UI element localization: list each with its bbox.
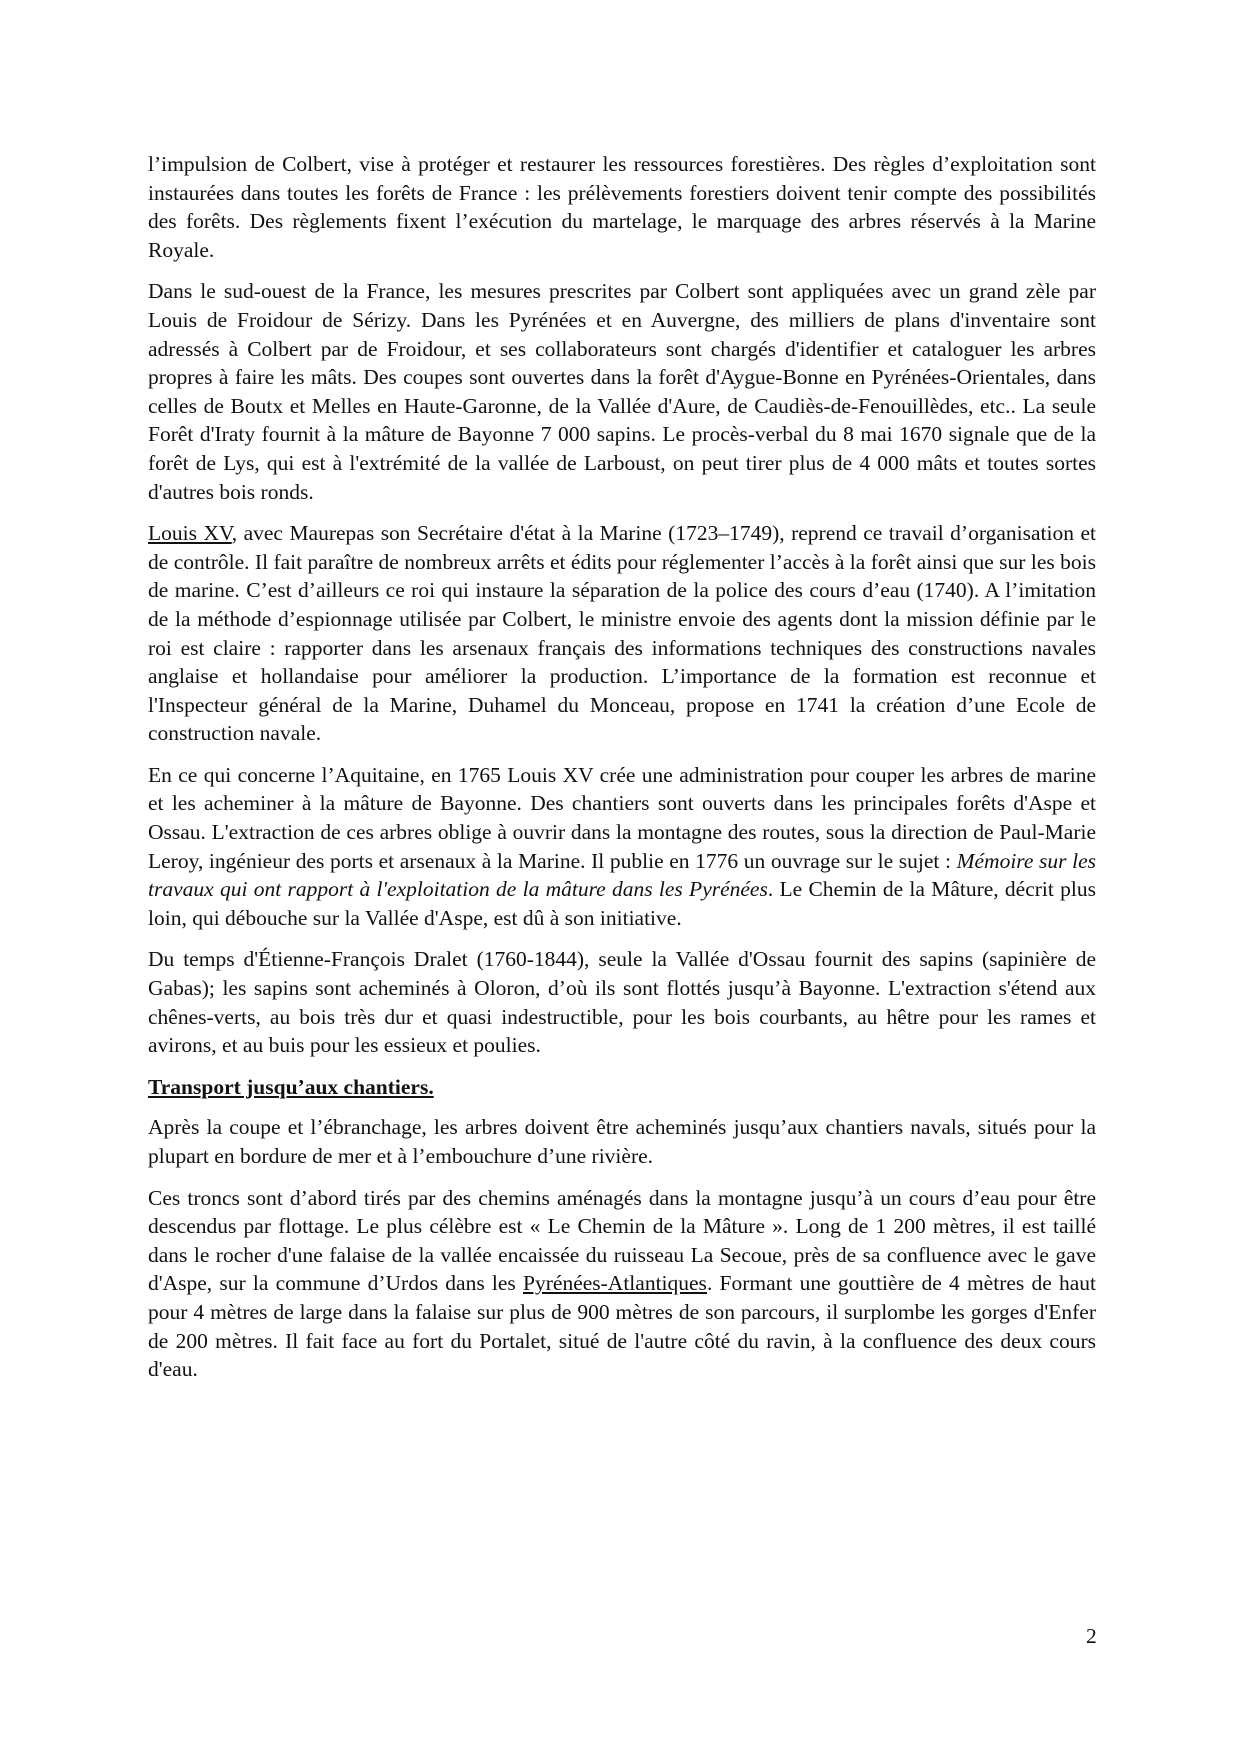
memoire-title: Mémoire sur les travaux qui ont rapport à l'exploitation de la mâture dans les Pyrénées (148, 848, 1097, 902)
page-number: 2 (1086, 1624, 1097, 1648)
pyrenees-atlantiques-link[interactable]: Pyrénées-Atlantiques (523, 1271, 707, 1296)
section-heading-transport: Transport jusqu’aux chantiers. (148, 1074, 434, 1099)
paragraph-louis-xv-text: , avec Maurepas son Secrétaire d'état à la Marine (1723–1749), reprend ce travail d’organisation et de contrôle. Il fait paraître de nombreux arrêts et édits pour réglementer l’accès à la forêt ainsi que sur les bois de marine. C’est d’ailleurs ce roi qui instaure la séparation de la police des cours d’eau (1740). A l’imitation de la méthode d’espionnage utilisée par Colbert, le ministre envoie des agents dont la mission définie par le roi est claire : rapporter dans les arsenaux français des informations techniques des constructions navales anglaise et hollandaise pour améliorer la production. L’importance de la formation est reconnue et l'Inspecteur général de la Marine, Duhamel du Monceau, propose en 1741 la création d’une Ecole de construction navale. (148, 521, 1096, 746)
paragraph-dralet-ossau: Du temps d'Étienne-François Dralet (1760-1844), seule la Vallée d'Ossau fournit des sapins (sapinière de Gabas); les sapins sont acheminés à Oloron, d’où ils sont flottés jusqu’à Bayonne. L'extraction s'étend aux chênes-verts, au bois très dur et quasi indestructible, pour les bois courbants, au hêtre pour les rames et avirons, et au buis pour les essieux et poulies. (148, 947, 1096, 1058)
paragraph-transport-intro: Après la coupe et l’ébranchage, les arbres doivent être acheminés jusqu’aux chantiers navals, situés pour la plupart en bordure de mer et à l’embouchure d’une rivière. (148, 1115, 1096, 1168)
paragraph-louis-xv-maurepas (148, 519, 1096, 748)
paragraph-colbert-forest-rules: l’impulsion de Colbert, vise à protéger et restaurer les ressources forestières. Des règles d’exploitation sont instaurées dans toutes les forêts de France : les prélèvements forestiers doivent tenir compte des possibilités des forêts. Des règlements fixent l’exécution du martelage, le marquage des arbres réservés à la Marine Royale. (148, 152, 1096, 262)
paragraph-aquitaine-text-end: . Le Chemin de la Mâture, décrit plus loin, qui débouche sur la Vallée d'Aspe, est dû à son initiative. (148, 877, 1096, 930)
paragraph-aquitaine-administration (148, 761, 1096, 933)
paragraph-chemin-text-end: . Formant une gouttière de 4 mètres de haut pour 4 mètres de large dans la falaise sur plus de 900 mètres de son parcours, il surplombe les gorges d'Enfer de 200 mètres. Il fait face au fort du Portalet, situé de l'autre côté du ravin, à la confluence des deux cours d'eau. (148, 1271, 1097, 1382)
paragraph-chemin-mature (148, 1184, 1096, 1384)
paragraph-chemin-text-start: Ces troncs sont d’abord tirés par des chemins aménagés dans la montagne jusqu’à un cours d’eau pour être descendus par flottage. Le plus célèbre est « Le Chemin de la Mâture ». Long de 1 200 mètres, il est taillé dans le rocher d'une falaise de la vallée encaissée du ruisseau La Secoue, près de sa confluence avec le gave d'Aspe, sur la commune d’Urdos dans les (148, 1185, 1096, 1296)
paragraph-aquitaine-text-start: En ce qui concerne l’Aquitaine, en 1765 Louis XV crée une administration pour couper les arbres de marine et les acheminer à la mâture de Bayonne. Des chantiers sont ouverts dans les principales forêts d'Aspe et Ossau. L'extraction de ces arbres oblige à ouvrir dans la montagne des routes, sous la direction de Paul-Marie Leroy, ingénieur des ports et arsenaux à la Marine. Il publie en 1776 un ouvrage sur le sujet : (148, 762, 1096, 873)
louis-xv-link[interactable]: Louis XV (148, 521, 232, 546)
document-page (148, 150, 1096, 1397)
paragraph-froidour-inventory: Dans le sud-ouest de la France, les mesures prescrites par Colbert sont appliquées avec un grand zèle par Louis de Froidour de Sérizy. Dans les Pyrénées et en Auvergne, des milliers de plans d'inventaire sont adressés à Colbert par de Froidour, et ses collaborateurs sont chargés d'identifier et cataloguer les arbres propres à faire les mâts. Des coupes sont ouvertes dans la forêt d'Aygue-Bonne en Pyrénées-Orientales, dans celles de Boutx et Melles en Haute-Garonne, de la Vallée d'Aure, de Caudiès-de-Fenouillèdes, etc.. La seule Forêt d'Iraty fournit à la mâture de Bayonne 7 000 sapins. Le procès-verbal du 8 mai 1670 signale que de la forêt de Lys, qui est à l'extrémité de la vallée de Larboust, on peut tirer plus de 4 000 mâts et toutes sortes d'autres bois ronds. (148, 279, 1096, 504)
